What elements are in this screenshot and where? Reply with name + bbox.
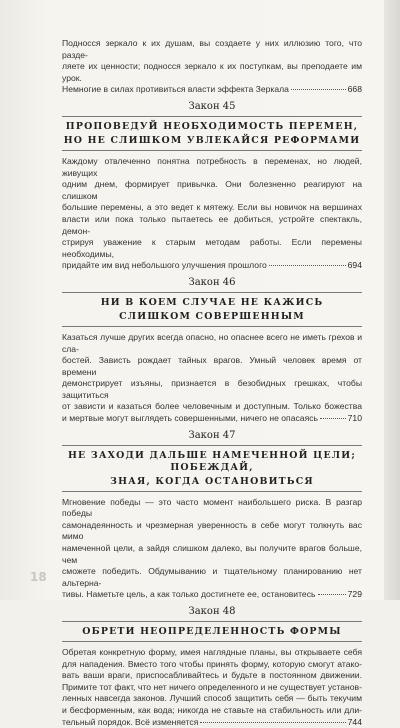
law-section xyxy=(62,277,362,425)
law-title-line: НО НЕ СЛИШКОМ УВЛЕКАЙСЯ РЕФОРМАМИ xyxy=(63,134,361,146)
text-line: большие перемены, а это ведет к мятежу. Если вы новичок на вершинах xyxy=(62,202,362,213)
rule-top xyxy=(62,292,362,293)
rule-bottom xyxy=(62,641,362,642)
text-line: бостей. Зависть рождает тайных врагов. Умный человек время от времени xyxy=(62,355,362,377)
last-line-with-page xyxy=(62,84,362,96)
law-label: Закон 46 xyxy=(188,276,236,288)
law-title-line: ОБРЕТИ НЕОПРЕДЕЛЕННОСТЬ ФОРМЫ xyxy=(82,626,342,637)
text-line: Обретая конкретную форму, имея наглядные планы, вы открываете себя xyxy=(62,647,362,657)
law-title-line: НИ В КОЕМ СЛУЧАЕ НЕ КАЖИСЬ xyxy=(100,296,324,308)
rule-bottom xyxy=(62,491,362,492)
text-line: Мгновение победы — это часто момент наибольшего риска. В разгар победы xyxy=(62,496,362,519)
law-label: Закон 45 xyxy=(188,100,236,112)
last-line-with-page xyxy=(62,717,362,728)
law-title-line: НЕ ЗАХОДИ ДАЛЬШЕ НАМЕЧЕННОЙ ЦЕЛИ; ПОБЕЖДАЙ, xyxy=(68,449,356,473)
text-line: и мертвые могут выглядеть совершенными, ничего не опасаясь xyxy=(62,413,318,424)
law-section xyxy=(62,101,362,272)
page-edge xyxy=(384,0,400,600)
law-paragraph xyxy=(62,156,362,272)
text-line: придайте им вид небольшого улучшения прошлого xyxy=(62,260,267,271)
text-line: вать ваши враги, приспосабливайтесь и будьте в постоянном движении. xyxy=(62,670,362,681)
toc-page-ref: 694 xyxy=(347,260,362,271)
text-line: для нападения. Вместо того чтобы принять форму, которую смогут атако- xyxy=(62,658,362,669)
text-line: Немногие в силах противиться власти эффекта Зеркала xyxy=(62,84,289,95)
text-line: тельный порядок. Всё изменяется xyxy=(62,716,199,727)
toc-page-ref: 729 xyxy=(347,589,362,600)
page-number: 18 xyxy=(30,570,47,584)
text-line: от зависти и казаться более человечным и доступным. Только божества xyxy=(62,401,362,412)
text-line: Подносся зеркало к их душам, вы создаете у них иллюзию того, что разде- xyxy=(62,38,362,60)
intro-paragraph xyxy=(62,38,362,96)
dot-leader xyxy=(200,722,345,723)
rule-top xyxy=(62,445,362,446)
rule-top xyxy=(62,621,362,622)
text-line: намеченной цели, а зайдя слишком далеко, вы получите врагов больше, чем xyxy=(62,543,362,565)
law-section xyxy=(62,430,362,601)
text-line: и бесформенным, как вода; никогда не ставьте на стабильность или дли- xyxy=(62,704,362,715)
rule-bottom xyxy=(62,150,362,151)
law-title-line: СЛИШКОМ СОВЕРШЕННЫМ xyxy=(119,310,305,322)
law-title-line: ПРОПОВЕДУЙ НЕОБХОДИМОСТЬ ПЕРЕМЕН, xyxy=(65,120,359,132)
page-content xyxy=(62,38,362,728)
text-line: стрируя уважение к старым методам работы. Если перемены необходимы, xyxy=(62,237,362,259)
law-paragraph xyxy=(62,497,362,601)
text-line: самонадеянность и чрезмерная уверенность в себе могут толкнуть вас мимо xyxy=(62,519,362,542)
toc-page-ref: 744 xyxy=(347,716,362,727)
dot-leader xyxy=(318,594,346,595)
law-paragraph xyxy=(62,647,362,728)
law-section xyxy=(62,606,362,728)
dot-leader xyxy=(269,265,346,266)
rule-bottom xyxy=(62,326,362,327)
law-label: Закон 47 xyxy=(188,429,236,441)
toc-page-ref: 710 xyxy=(347,413,362,424)
text-line: Примите тот факт, что нет ничего определенного и не существует установ- xyxy=(62,681,362,692)
last-line-with-page xyxy=(62,260,362,272)
text-line: Каждому отвлеченно понятна потребность в переменах, но людей, живущих xyxy=(62,155,362,178)
law-paragraph xyxy=(62,332,362,425)
text-line: ленных навсегда законов. Лучший способ защитить себя — быть текучим xyxy=(62,693,362,704)
text-line: сможете победить. Обдумыванию и тщательному планированию нет альтерна- xyxy=(62,566,362,588)
law-label: Закон 48 xyxy=(188,606,236,617)
text-line: тивы. Наметьте цель, а как только достигнете ее, остановитесь xyxy=(62,589,316,600)
last-line-with-page xyxy=(62,589,362,601)
dot-leader xyxy=(320,418,346,419)
text-line: власти или пока только пытаетесь ее добиться, устройте спектакль, демон- xyxy=(62,213,362,236)
law-title-line: ЗНАЯ, КОГДА ОСТАНОВИТЬСЯ xyxy=(110,475,314,487)
text-line: одним днем, формирует привычка. Они болезненно реагируют на слишком xyxy=(62,179,362,201)
text-line: демонстрирует изъяны, признается в безобидных грешках, чтобы защититься xyxy=(62,378,362,400)
toc-page-ref: 668 xyxy=(347,84,362,95)
text-line: Казаться лучше других всегда опасно, но опаснее всего не иметь грехов и сла- xyxy=(62,331,362,354)
dot-leader xyxy=(291,89,346,90)
last-line-with-page xyxy=(62,413,362,425)
rule-top xyxy=(62,116,362,117)
text-line: ляете их ценности; подносся зеркало к их поступкам, вы преподаете им урок. xyxy=(62,61,362,83)
